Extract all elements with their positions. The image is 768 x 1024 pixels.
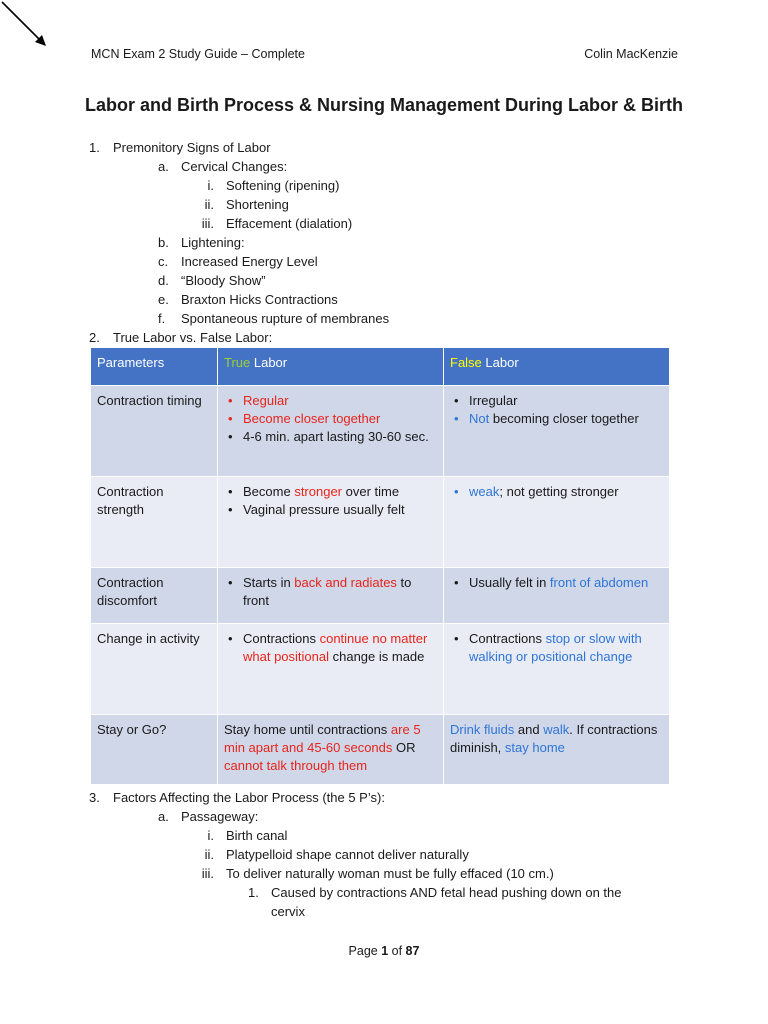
false-labor-cell xyxy=(444,386,670,477)
table-row xyxy=(91,568,670,624)
document-header-author: Colin MacKenzie xyxy=(584,47,678,61)
document-header-left: MCN Exam 2 Study Guide – Complete xyxy=(91,47,305,61)
list-item: • Regular xyxy=(228,393,289,408)
row-label: Contraction strength xyxy=(91,477,218,568)
table-row xyxy=(91,477,670,568)
false-labor-cell xyxy=(444,477,670,568)
row-label: Contraction timing xyxy=(91,386,218,477)
true-labor-cell xyxy=(218,386,444,477)
true-labor-cell xyxy=(218,624,444,715)
page-title: Labor and Birth Process & Nursing Management During Labor & Birth xyxy=(84,95,684,115)
true-labor-cell xyxy=(218,477,444,568)
table-row xyxy=(91,715,670,785)
true-labor-cell: Stay home until contractions are 5 min apart and 45-60 seconds OR cannot talk through them xyxy=(218,715,444,785)
row-label: Stay or Go? xyxy=(91,715,218,785)
table-row xyxy=(91,624,670,715)
header-parameters: Parameters xyxy=(91,348,218,386)
list-item: • Irregular xyxy=(454,393,518,408)
list-item: • 4-6 min. apart lasting 30-60 sec. xyxy=(228,429,429,444)
header-false-labor: False Labor xyxy=(444,348,670,386)
list-item: • Become stronger over time xyxy=(228,484,400,499)
row-label: Change in activity xyxy=(91,624,218,715)
list-item: • Contractions continue no matter what positional change is made xyxy=(228,631,428,664)
header-true-labor: True Labor xyxy=(218,348,444,386)
list-item: • Contractions stop or slow with walking or positional change xyxy=(454,631,642,664)
list-item: • weak; not getting stronger xyxy=(454,484,619,499)
list-item: • Starts in back and radiates to front xyxy=(228,575,412,608)
false-labor-cell: Drink fluids and walk. If contractions diminish, stay home xyxy=(444,715,670,785)
row-label: Contraction discomfort xyxy=(91,568,218,624)
true-labor-cell xyxy=(218,568,444,624)
list-item: • Not becoming closer together xyxy=(454,411,639,426)
page-footer: Page 1 of 87 xyxy=(348,944,420,958)
table-header-row xyxy=(91,348,670,386)
arrow-annotation-icon xyxy=(0,0,50,50)
true-vs-false-labor-table xyxy=(90,347,670,785)
list-item: • Vaginal pressure usually felt xyxy=(228,502,405,517)
false-labor-cell xyxy=(444,624,670,715)
table-row xyxy=(91,386,670,477)
list-item: • Usually felt in front of abdomen xyxy=(454,575,649,590)
list-item: • Become closer together xyxy=(228,411,381,426)
false-labor-cell xyxy=(444,568,670,624)
